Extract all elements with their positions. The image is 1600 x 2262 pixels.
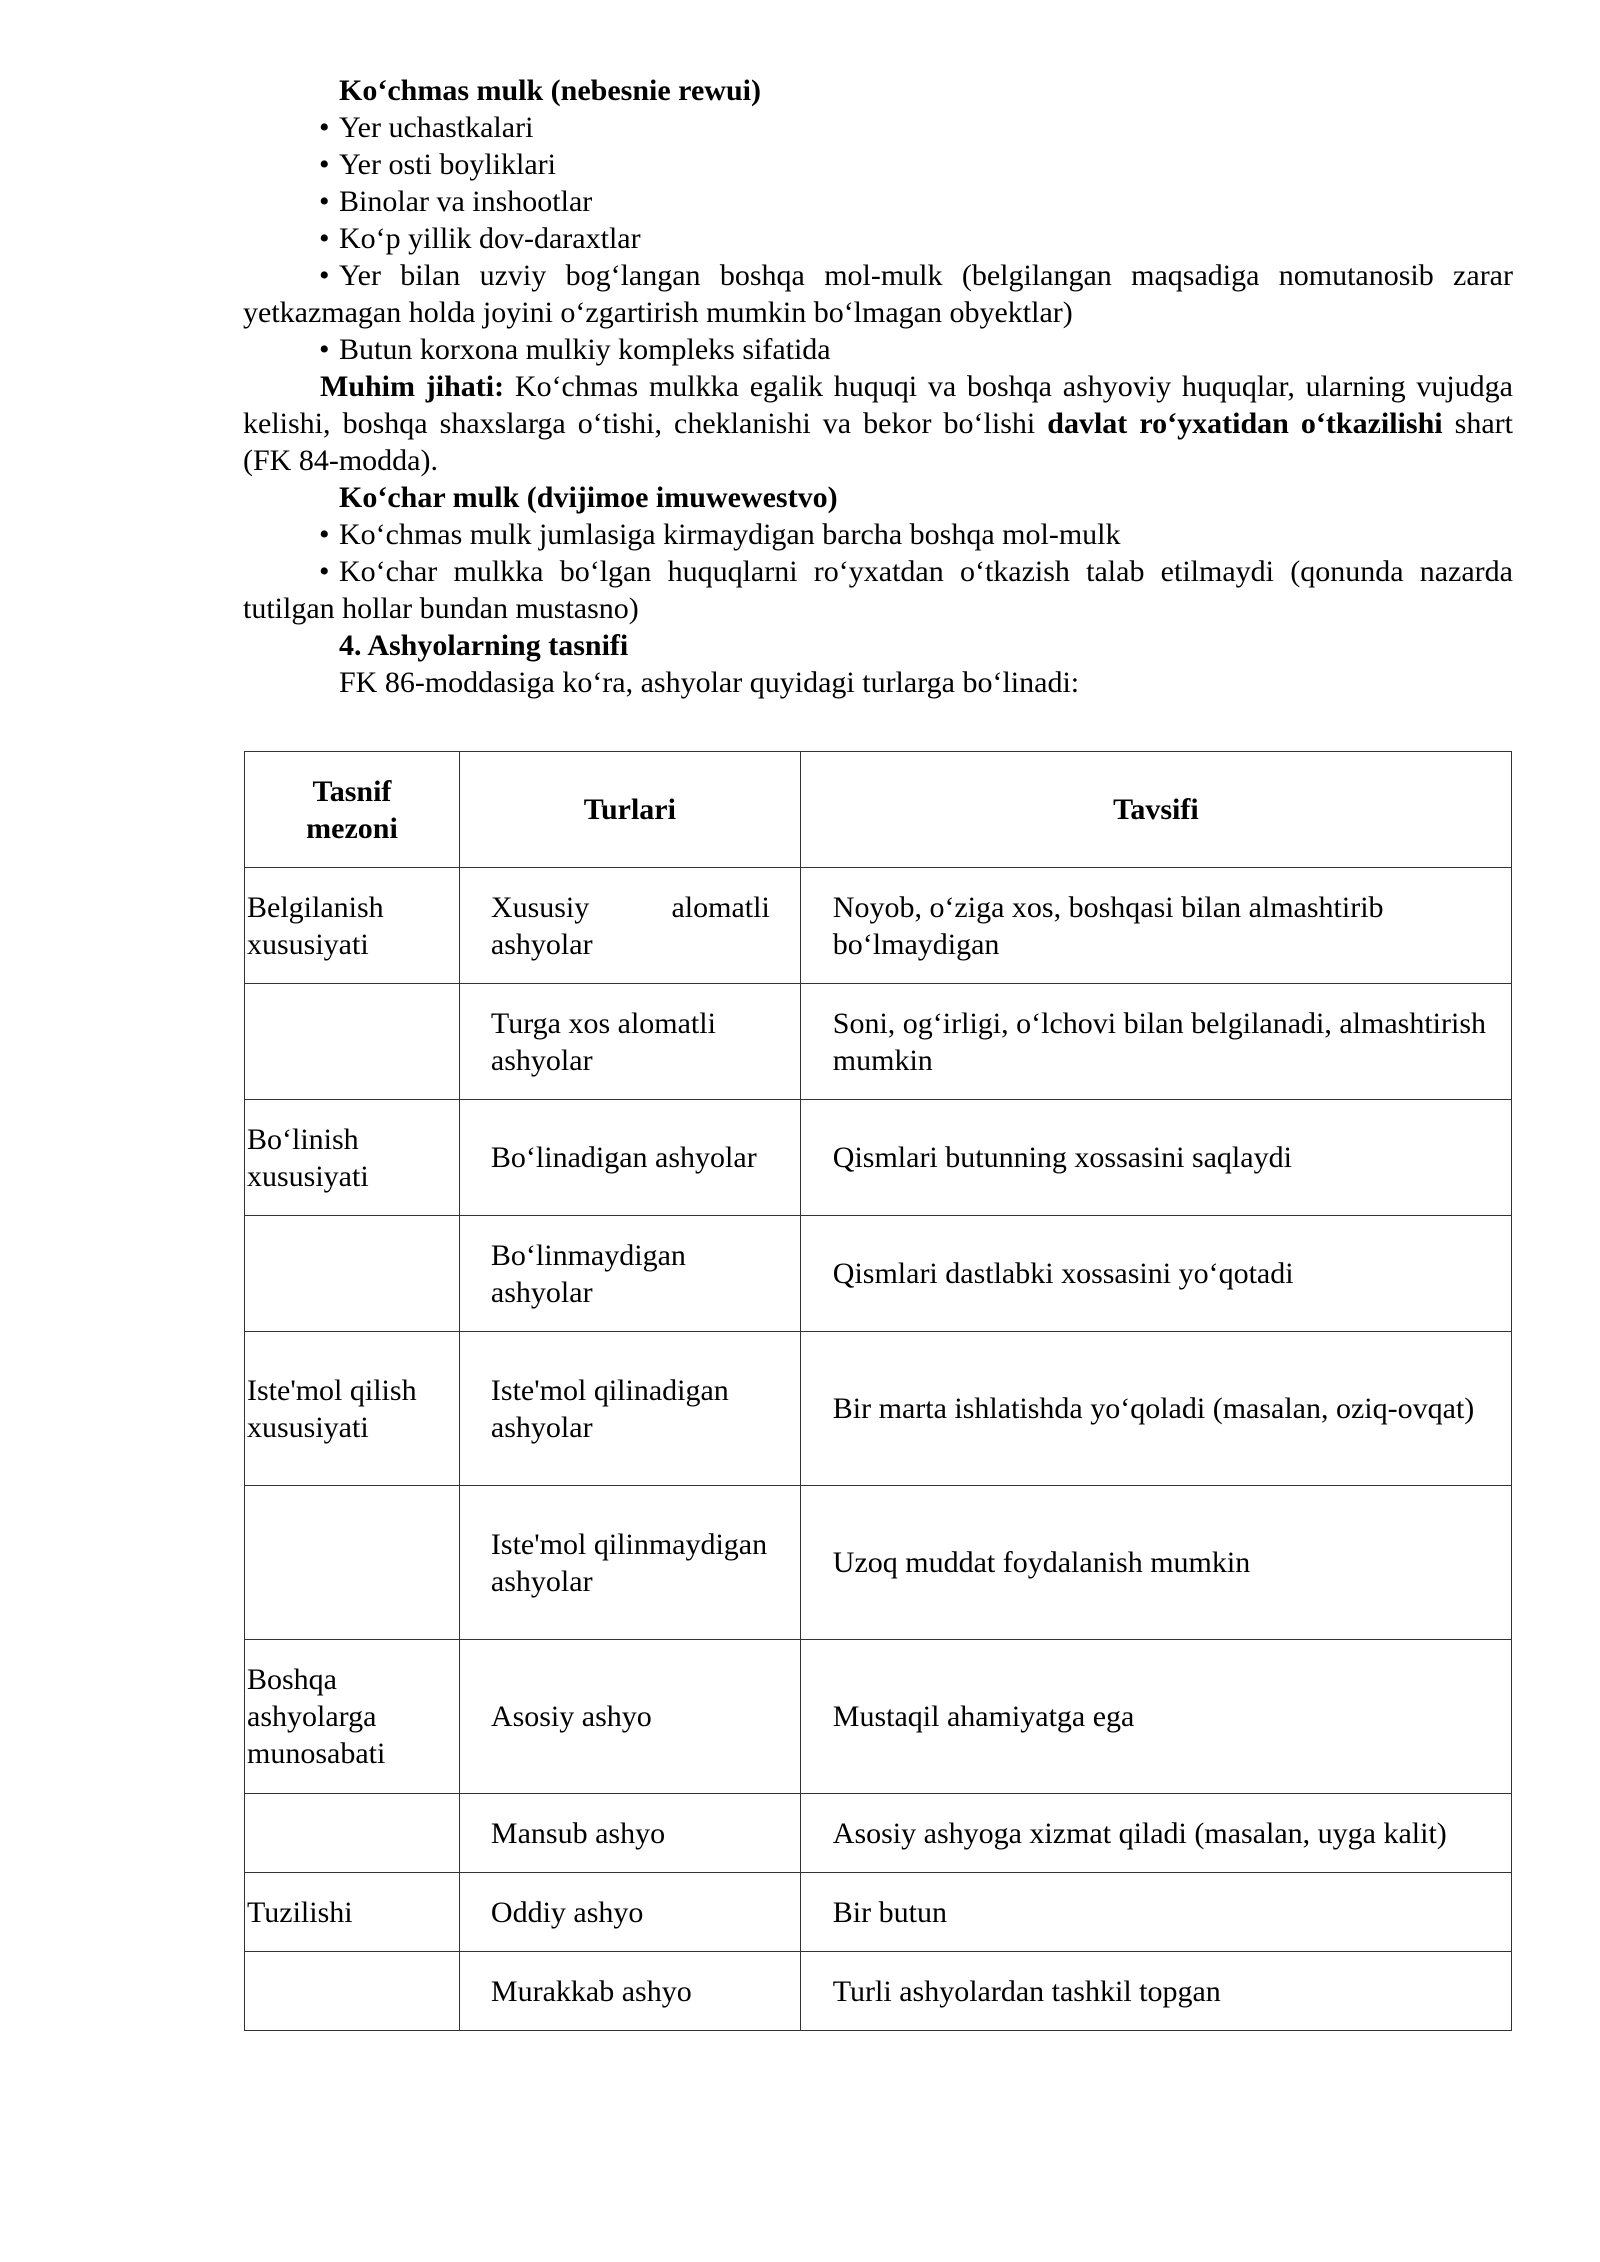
cell-description: Bir marta ishlatishda yo‘qoladi (masalan, oziq-ovqat) [800, 1332, 1511, 1486]
bullet-icon: • [319, 185, 330, 218]
section-intro: FK 86-moddasiga ko‘ra, ashyolar quyidagi turlarga bo‘linadi: [339, 666, 1080, 699]
kochmas-heading: Ko‘chmas mulk (nebesnie rewui) [339, 74, 761, 107]
list-item: • Yer bilan uzviy bog‘langan boshqa mol-mulk (belgilangan maqsadiga nomutanosib zarar yetkazmagan holda joyini o‘zgartirish mumkin bo‘lmagan obyektlar) [243, 259, 1513, 329]
cell-description: Soni, og‘irligi, o‘lchovi bilan belgilanadi, almashtirish mumkin [800, 984, 1511, 1100]
header-criterion: Tasnif mezoni [245, 752, 460, 868]
cell-criterion [245, 1216, 460, 1332]
bullet-icon: • [319, 259, 330, 292]
table-row [245, 1332, 1512, 1486]
cell-criterion: Bo‘linish xususiyati [245, 1100, 460, 1216]
cell-type: Mansub ashyo [459, 1794, 800, 1873]
cell-description: Asosiy ashyoga xizmat qiladi (masalan, uyga kalit) [800, 1794, 1511, 1873]
table-row [245, 868, 1512, 984]
muhim-bold-text: davlat ro‘yxatidan o‘tkazilishi [1047, 407, 1443, 440]
cell-criterion: Belgilanish xususiyati [245, 868, 460, 984]
bullet-icon: • [319, 555, 330, 588]
list-item: • Binolar va inshootlar [319, 185, 593, 218]
cell-type: Murakkab ashyo [459, 1952, 800, 2031]
table-row [245, 984, 1512, 1100]
list-item: • Butun korxona mulkiy kompleks sifatida [319, 333, 831, 366]
cell-criterion [245, 1794, 460, 1873]
cell-description: Qismlari dastlabki xossasini yo‘qotadi [800, 1216, 1511, 1332]
header-description: Tavsifi [800, 752, 1511, 868]
cell-description: Qismlari butunning xossasini saqlaydi [800, 1100, 1511, 1216]
cell-description: Noyob, o‘ziga xos, boshqasi bilan almashtirib bo‘lmaydigan [800, 868, 1511, 984]
list-item: • Yer uchastkalari [319, 111, 534, 144]
table-row [245, 1873, 1512, 1952]
bullet-icon: • [319, 222, 330, 255]
cell-criterion [245, 1486, 460, 1640]
table-row [245, 1794, 1512, 1873]
classification-table [244, 751, 1512, 2031]
section-heading: 4. Ashyolarning tasnifi [339, 629, 629, 662]
muhim-label: Muhim jihati: [320, 370, 505, 403]
cell-type: Iste'mol qilinadigan ashyolar [459, 1332, 800, 1486]
muhim-paragraph [243, 368, 1513, 479]
list-item: • Ko‘p yillik dov-daraxtlar [319, 222, 641, 255]
table-row [245, 1640, 1512, 1794]
kochar-heading: Ko‘char mulk (dvijimoe imuwewestvo) [339, 481, 838, 514]
document-body [243, 72, 1513, 701]
header-types: Turlari [459, 752, 800, 868]
cell-criterion [245, 1952, 460, 2031]
cell-type: Xususiy alomatli ashyolar [459, 868, 800, 984]
cell-type: Iste'mol qilinmaydigan ashyolar [459, 1486, 800, 1640]
table-header-row [245, 752, 1512, 868]
table-row [245, 1952, 1512, 2031]
cell-description: Bir butun [800, 1873, 1511, 1952]
cell-criterion: Boshqa ashyolarga munosabati [245, 1640, 460, 1794]
bullet-icon: • [319, 111, 330, 144]
list-item: • Yer osti boyliklari [319, 148, 556, 181]
bullet-icon: • [319, 148, 330, 181]
cell-type: Turga xos alomatli ashyolar [459, 984, 800, 1100]
table-row [245, 1486, 1512, 1640]
cell-description: Mustaqil ahamiyatga ega [800, 1640, 1511, 1794]
table-row [245, 1100, 1512, 1216]
cell-criterion [245, 984, 460, 1100]
cell-type: Oddiy ashyo [459, 1873, 800, 1952]
cell-type: Bo‘linmaydigan ashyolar [459, 1216, 800, 1332]
muhim-text: Ko‘chmas mulkka egalik huquqi va boshqa ashyoviy huquqlar, ularning vujudga kelishi, boshqa shaxslarga o‘tishi, cheklanishi va bekor bo‘lishi [243, 370, 1513, 440]
cell-description: Turli ashyolardan tashkil topgan [800, 1952, 1511, 2031]
muhim-text-end: shart (FK 84-modda). [243, 407, 1513, 477]
cell-criterion: Tuzilishi [245, 1873, 460, 1952]
list-item: • Ko‘char mulkka bo‘lgan huquqlarni ro‘yxatdan o‘tkazish talab etilmaydi (qonunda nazarda tutilgan hollar bundan mustasno) [243, 555, 1513, 625]
cell-type: Asosiy ashyo [459, 1640, 800, 1794]
cell-criterion: Iste'mol qilish xususiyati [245, 1332, 460, 1486]
bullet-icon: • [319, 518, 330, 551]
cell-description: Uzoq muddat foydalanish mumkin [800, 1486, 1511, 1640]
list-item: • Ko‘chmas mulk jumlasiga kirmaydigan barcha boshqa mol-mulk [319, 518, 1121, 551]
bullet-icon: • [319, 333, 330, 366]
cell-type: Bo‘linadigan ashyolar [459, 1100, 800, 1216]
table-row [245, 1216, 1512, 1332]
